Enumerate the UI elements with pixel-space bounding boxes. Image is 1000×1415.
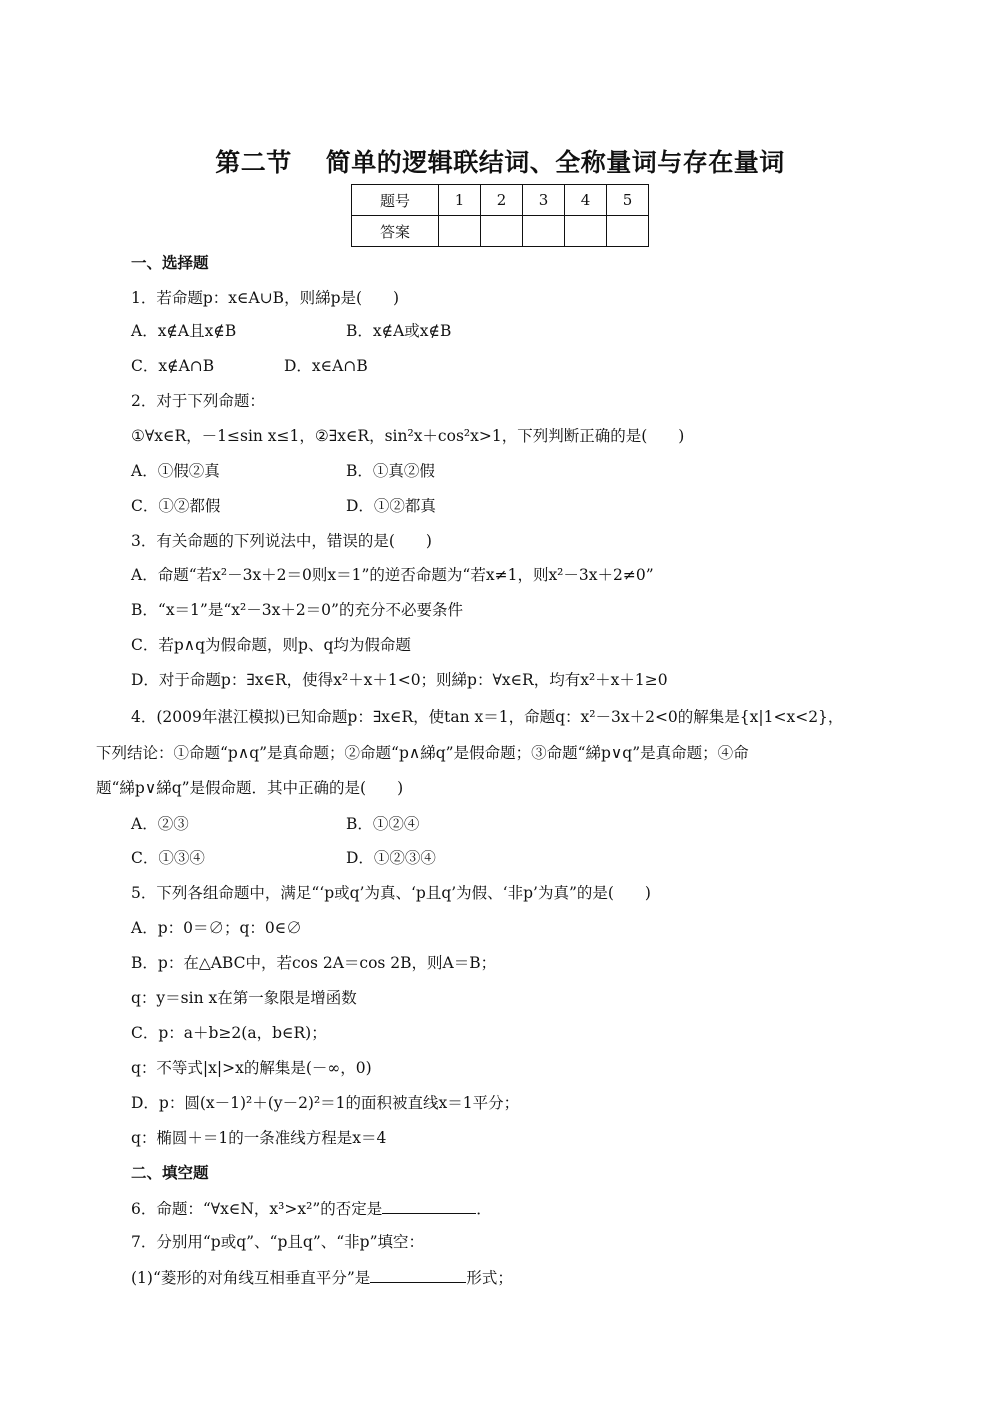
line-text: D．对于命题p：∃x∈R，使得x²＋x＋1<0；则綈p：∀x∈R，均有x²＋x＋1≥0 <box>131 671 668 689</box>
line-text: B．①②④ <box>346 815 420 833</box>
line-text: 7．分别用“p或q”、“p且q”、“非p”填空： <box>131 1233 425 1251</box>
page-title <box>0 143 1000 179</box>
text-line <box>131 320 236 342</box>
line-text: C．p：a＋b≥2(a，b∈R)； <box>131 1024 327 1042</box>
text-line <box>131 425 684 447</box>
line-text: A．①假②真 <box>131 462 220 480</box>
text-line <box>131 987 357 1009</box>
text-line <box>131 599 463 621</box>
line-text: 3．有关命题的下列说法中，错误的是( ) <box>131 532 432 550</box>
text-line <box>131 1231 424 1253</box>
question-number-cell: 2 <box>481 185 523 216</box>
line-text: q：椭圆＋＝1的一条准线方程是x＝4 <box>131 1129 387 1147</box>
fill-in-blank[interactable] <box>382 1197 476 1214</box>
text-line <box>346 460 435 482</box>
text-line <box>131 495 220 517</box>
text-line <box>131 882 651 904</box>
section-heading <box>131 1162 209 1184</box>
line-text: B．①真②假 <box>346 462 435 480</box>
answer-table <box>351 184 649 247</box>
text-line <box>131 530 432 552</box>
line-text: C．①③④ <box>131 849 205 867</box>
line-text: A．②③ <box>131 815 189 833</box>
text-line <box>131 287 399 309</box>
line-text: q：不等式|x|>x的解集是(－∞，0) <box>131 1059 372 1077</box>
text-line <box>131 460 220 482</box>
line-text: 2．对于下列命题： <box>131 392 265 410</box>
text-line <box>96 777 403 799</box>
line-text: 下列结论：①命题“p∧q”是真命题；②命题“p∧綈q”是假命题；③命题“綈p∨q”是真命题；④命 <box>96 744 749 762</box>
answer-header: 答案 <box>352 216 439 247</box>
line-text: D．x∈A∩B <box>284 357 368 375</box>
line-text: D．p：圆(x－1)²＋(y－2)²＝1的面积被直线x＝1平分； <box>131 1094 520 1112</box>
answer-cell[interactable] <box>481 216 523 247</box>
line-text: q：y＝sin x在第一象限是增函数 <box>131 989 357 1007</box>
line-text: A．x∉A且x∉B <box>131 322 237 340</box>
line-text: B．x∉A或x∉B <box>346 322 452 340</box>
line-text: C．若p∧q为假命题，则p、q均为假命题 <box>131 636 411 654</box>
answer-cell[interactable] <box>565 216 607 247</box>
line-text-suffix: ． <box>476 1200 492 1218</box>
text-line <box>131 1022 327 1044</box>
question-number-cell: 5 <box>607 185 649 216</box>
answer-cell[interactable] <box>523 216 565 247</box>
fill-in-blank[interactable] <box>370 1266 466 1283</box>
text-line <box>131 564 654 586</box>
line-text: C．①②都假 <box>131 497 221 515</box>
line-text: D．①②都真 <box>346 497 436 515</box>
text-line <box>131 1127 386 1149</box>
text-line <box>131 1197 492 1220</box>
answer-table-number-row <box>352 185 649 216</box>
line-text: (1)“菱形的对角线互相垂直平分”是 <box>131 1269 371 1287</box>
line-text: A．p：0＝∅；q：0∈∅ <box>131 919 302 937</box>
line-text: B．p：在△ABC中，若cos 2A＝cos 2B，则A＝B； <box>131 954 497 972</box>
text-line <box>131 847 205 869</box>
text-line <box>131 355 214 377</box>
line-text: 5．下列各组命题中，满足“‘p或q’为真、‘p且q’为假、‘非p’为真”的是( ) <box>131 884 651 902</box>
section-title: 简单的逻辑联结词、全称量词与存在量词 <box>325 148 785 177</box>
answer-table-answer-row <box>352 216 649 247</box>
line-text: C．x∉A∩B <box>131 357 215 375</box>
section-label: 第二节 <box>215 148 292 177</box>
text-line <box>131 669 668 691</box>
line-text: 一、选择题 <box>131 254 209 272</box>
line-text: 6．命题：“∀x∈N，x³>x²”的否定是 <box>131 1200 383 1218</box>
text-line <box>346 320 451 342</box>
text-line <box>346 847 436 869</box>
line-text: 4．(2009年湛江模拟)已知命题p：∃x∈R，使tan x＝1，命题q：x²－3x＋2<0的解集是{x|1<x<2}， <box>131 708 844 726</box>
line-text: D．①②③④ <box>346 849 436 867</box>
question-number-cell: 1 <box>439 185 481 216</box>
answer-cell[interactable] <box>607 216 649 247</box>
line-text: 1．若命题p：x∈A∪B，则綈p是( ) <box>131 289 400 307</box>
text-line <box>131 1092 519 1114</box>
text-line <box>284 355 368 377</box>
line-text: A．命题“若x²－3x＋2＝0则x＝1”的逆否命题为“若x≠1，则x²－3x＋2≠0” <box>131 566 654 584</box>
text-line <box>131 706 843 728</box>
answer-cell[interactable] <box>439 216 481 247</box>
text-line <box>131 952 496 974</box>
text-line <box>346 495 436 517</box>
text-line <box>131 390 265 412</box>
line-text: ①∀x∈R，－1≤sin x≤1，②∃x∈R，sin²x＋cos²x>1，下列判断正确的是( ) <box>131 427 685 445</box>
question-number-cell: 3 <box>523 185 565 216</box>
question-number-header: 题号 <box>352 185 439 216</box>
text-line <box>131 1266 513 1289</box>
line-text-suffix: 形式； <box>466 1269 513 1287</box>
line-text: B．“x＝1”是“x²－3x＋2＝0”的充分不必要条件 <box>131 601 463 619</box>
text-line <box>131 917 302 939</box>
text-line <box>131 1057 372 1079</box>
question-number-cell: 4 <box>565 185 607 216</box>
text-line <box>131 813 189 835</box>
text-line <box>96 742 749 764</box>
text-line <box>346 813 419 835</box>
line-text: 二、填空题 <box>131 1164 209 1182</box>
text-line <box>131 634 411 656</box>
section-heading <box>131 252 209 274</box>
line-text: 题“綈p∨綈q”是假命题．其中正确的是( ) <box>96 779 404 797</box>
